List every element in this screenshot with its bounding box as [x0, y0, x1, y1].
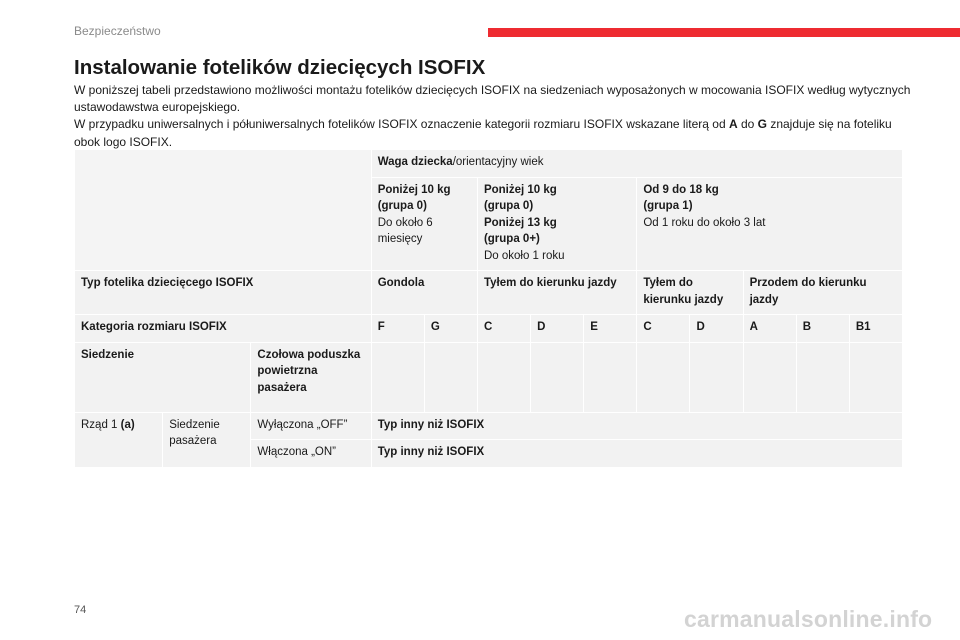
group-age: Do około 6 miesięcy	[377, 216, 433, 245]
weight-label-rest: /orientacyjny wiek	[452, 156, 544, 168]
seat-type-value: Gondola	[371, 271, 477, 315]
empty-cell	[690, 342, 743, 412]
group-name: (grupa 0)	[483, 200, 534, 212]
size-category-value: B	[796, 315, 849, 343]
empty-cell	[743, 342, 796, 412]
row-1-text: Rząd 1	[81, 418, 121, 431]
size-letter-a: A	[728, 117, 738, 132]
intro-text	[74, 82, 914, 151]
group-name: (grupa 0+)	[483, 233, 540, 245]
table-corner-cell	[75, 150, 372, 271]
size-letter-g: G	[757, 117, 767, 132]
page-number: 74	[74, 604, 87, 616]
size-category-value: F	[371, 315, 424, 343]
intro-paragraph-2	[74, 116, 914, 150]
weight-label-bold: Waga dziecka	[377, 156, 453, 168]
group-age: Do około 1 roku	[483, 249, 565, 262]
size-category-value: C	[477, 315, 530, 343]
size-category-value: C	[637, 315, 690, 343]
group-weight: Poniżej 10 kg	[483, 183, 557, 196]
size-category-value: G	[424, 315, 477, 343]
table-row	[75, 271, 903, 315]
intro-text-part: W przypadku uniwersalnych i półuniwersalnych fotelików ISOFIX oznaczenie kategorii rozmiaru ISOFIX wskazane literą od	[74, 117, 729, 132]
group-name: (grupa 1)	[643, 200, 693, 212]
intro-paragraph-1: W poniższej tabeli przedstawiono możliwości montażu fotelików dziecięcych ISOFIX na siedzeniach wyposażonych w mocowania ISOFIX według wytycznych ustawodawstwa europejskiego.	[74, 83, 911, 115]
airbag-on-value: Typ inny niż ISOFIX	[371, 440, 902, 468]
seat-type-value: Tyłem do kierunku jazdy	[477, 271, 636, 315]
group-weight: Poniżej 10 kg	[377, 183, 451, 196]
size-category-value: A	[743, 315, 796, 343]
table-row	[75, 315, 903, 343]
seat-type-value: Tyłem do kierunku jazdy	[637, 271, 743, 315]
size-category-value: D	[531, 315, 584, 343]
intro-text-part: znajduje się na foteliku obok logo ISOFIX.	[74, 117, 892, 149]
group-1-cell	[637, 177, 903, 271]
group-weight: Poniżej 13 kg	[483, 216, 557, 229]
group-weight: Od 9 do 18 kg	[643, 183, 719, 196]
table-row	[75, 412, 903, 440]
empty-cell	[371, 342, 424, 412]
section-label: Bezpieczeństwo	[74, 24, 161, 38]
page-title: Instalowanie fotelików dziecięcych ISOFIX	[74, 56, 486, 79]
watermark: carmanualsonline.info	[684, 606, 933, 632]
weight-header	[371, 150, 902, 178]
intro-text-part: do	[737, 117, 758, 132]
seat-type-value: Przodem do kierunku jazdy	[743, 271, 902, 315]
isofix-table	[74, 149, 903, 468]
passenger-seat-label: Siedzenie pasażera	[163, 412, 251, 467]
group-0-cell	[371, 177, 477, 271]
size-category-value: E	[584, 315, 637, 343]
size-category-value: B1	[849, 315, 902, 343]
row-1-label	[75, 412, 163, 467]
empty-cell	[477, 342, 530, 412]
row-1-note: (a)	[120, 418, 135, 431]
airbag-on-state: Włączona „ON”	[251, 440, 371, 468]
seat-type-label: Typ fotelika dziecięcego ISOFIX	[75, 271, 372, 315]
airbag-off-value: Typ inny niż ISOFIX	[371, 412, 902, 440]
size-category-value: D	[690, 315, 743, 343]
table-row	[75, 342, 903, 412]
empty-cell	[424, 342, 477, 412]
group-age: Od 1 roku do około 3 lat	[643, 216, 766, 229]
empty-cell	[531, 342, 584, 412]
empty-cell	[796, 342, 849, 412]
group-0plus-cell	[477, 177, 636, 271]
airbag-label: Czołowa poduszka powietrzna pasażera	[251, 342, 371, 412]
empty-cell	[584, 342, 637, 412]
empty-cell	[637, 342, 690, 412]
table-row	[75, 150, 903, 178]
empty-cell	[849, 342, 902, 412]
size-category-label: Kategoria rozmiaru ISOFIX	[75, 315, 372, 343]
group-name: (grupa 0)	[377, 200, 427, 212]
seat-label: Siedzenie	[75, 342, 251, 412]
section-accent-bar	[488, 28, 960, 37]
airbag-off-state: Wyłączona „OFF”	[251, 412, 371, 440]
